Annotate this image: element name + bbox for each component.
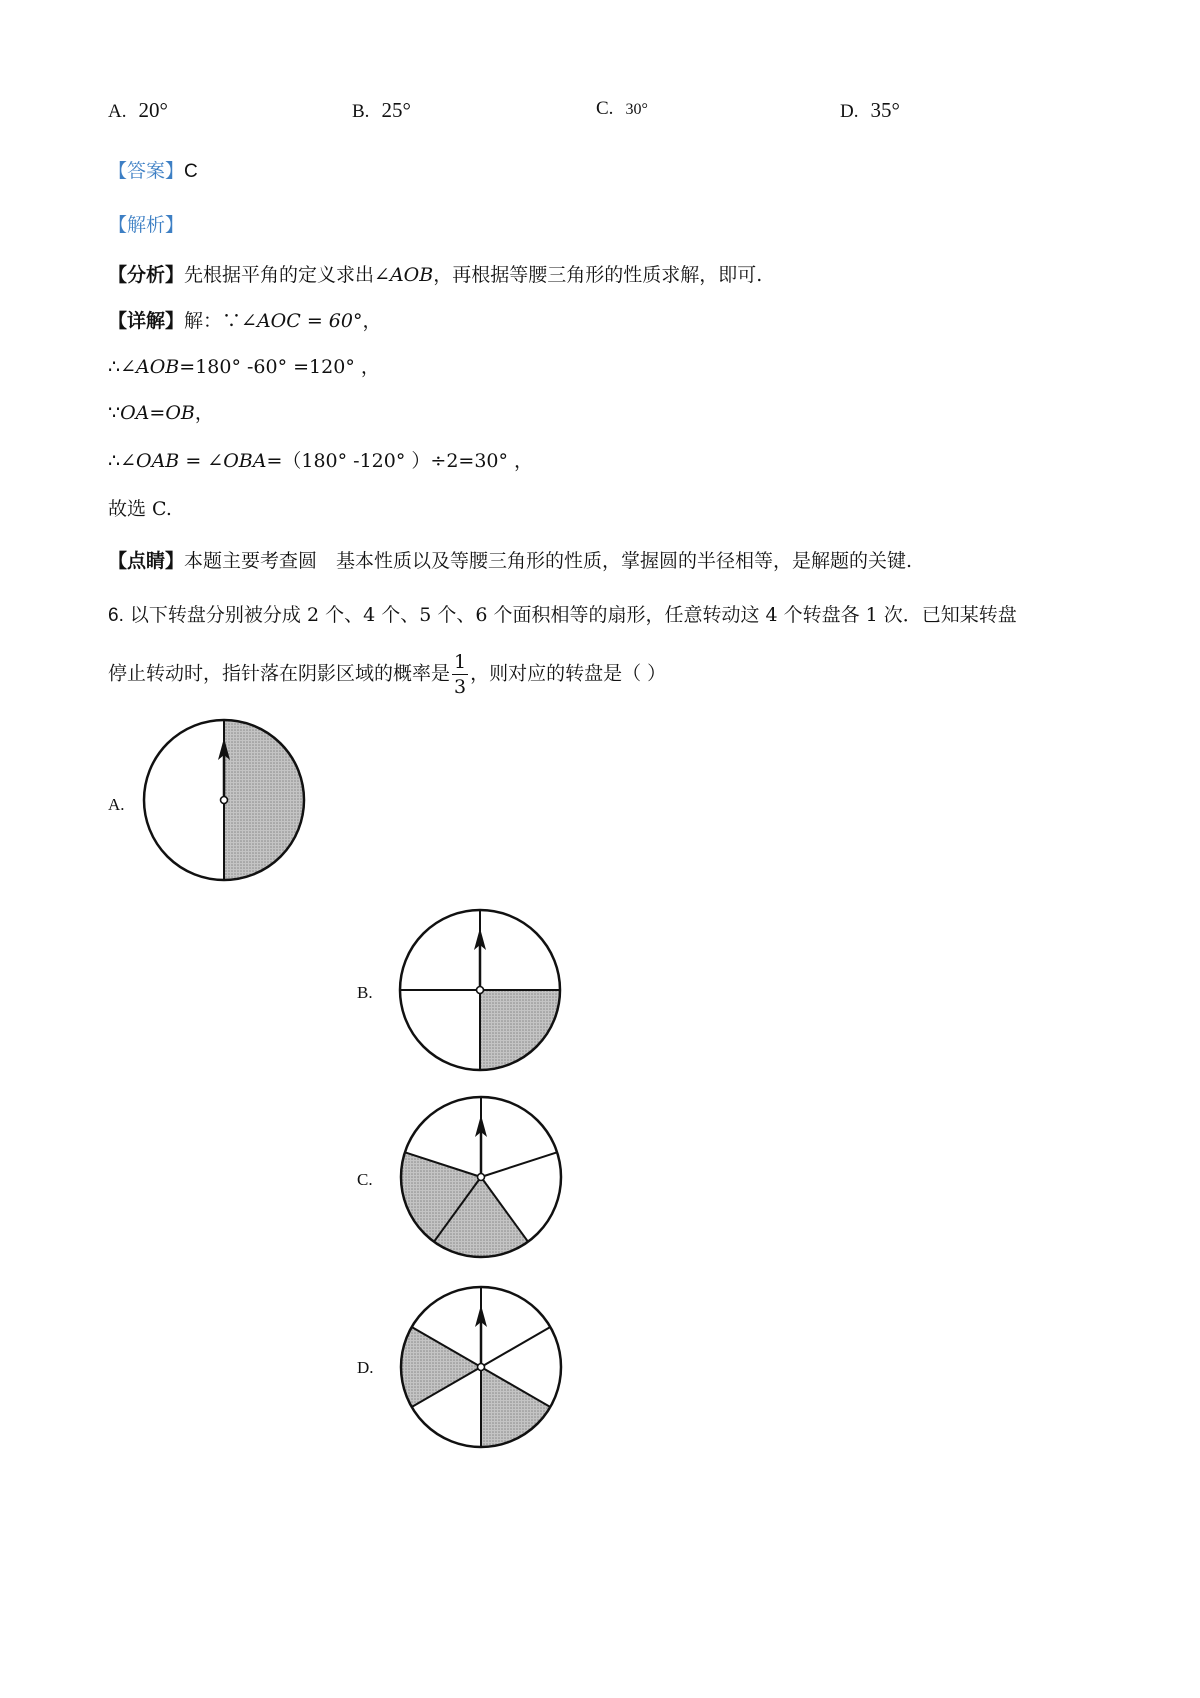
option-value: 25°: [381, 98, 411, 122]
xiangjie-text: 解：∵: [184, 310, 242, 332]
therefore-symbol: ∴: [108, 356, 121, 378]
question-number: 6.: [108, 605, 124, 626]
because-symbol: ∵: [108, 402, 121, 424]
step-1-text: =180° -60° =120° ，: [179, 356, 380, 378]
question-text-2: 停止转动时，指针落在阴影区域的概率是: [108, 662, 451, 685]
segment-ob: OB: [165, 402, 195, 424]
pointer-pivot: [477, 987, 484, 994]
therefore-symbol: ∴: [108, 450, 121, 472]
spinner-c: [401, 1097, 561, 1257]
spinner-label-a: A.: [108, 795, 125, 814]
fraction-numerator: 1: [454, 651, 467, 673]
spinner-label-b: B.: [357, 983, 373, 1002]
fenxi-tag: 【分析】: [108, 264, 185, 286]
pointer-pivot: [221, 797, 228, 804]
equals: =: [149, 402, 166, 424]
option-letter: D.: [840, 101, 859, 122]
question-text-3: ，则对应的转盘是（ ）: [470, 662, 667, 685]
step-3-text: =（180° -120° ）÷2=30° ，: [266, 450, 534, 472]
angle-aob: ∠AOB: [374, 264, 434, 286]
xiangjie-tag: 【详解】: [108, 310, 185, 332]
dianjing-tag: 【点睛】: [108, 550, 185, 572]
option-letter: A.: [108, 101, 127, 122]
dianjing-text: 本题主要考查圆 基本性质以及等腰三角形的性质，掌握圆的半径相等，是解题的关键.: [184, 550, 913, 572]
angle-oab-oba: ∠OAB = ∠OBA: [120, 450, 267, 472]
option-value: 20°: [138, 98, 168, 122]
question-text: 以下转盘分别被分成 2 个、4 个、5 个、6 个面积相等的扇形，任意转动这 4 个转盘各 1 次．已知某转盘: [129, 604, 1017, 626]
answer-value: C: [184, 161, 198, 182]
shaded-sector: [224, 720, 304, 880]
option-letter: B.: [352, 101, 370, 122]
xiangjie-text-2: ，: [362, 310, 382, 332]
fenxi-text-2: ，再根据等腰三角形的性质求解，即可.: [433, 264, 763, 286]
segment-oa: OA: [120, 402, 150, 424]
pointer-pivot: [478, 1174, 485, 1181]
analysis-tag: 【解析】: [108, 214, 185, 236]
conclusion: 故选 C.: [108, 498, 172, 520]
spinner-label-c: C.: [357, 1170, 373, 1189]
spinner-d: [401, 1287, 561, 1447]
answer-tag: 【答案】: [108, 160, 185, 182]
spinner-label-d: D.: [357, 1358, 374, 1377]
angle-aoc: ∠AOC = 60°: [241, 310, 363, 332]
option-value: 30°: [625, 101, 648, 118]
option-value: 35°: [870, 98, 900, 122]
fenxi-text: 先根据平角的定义求出: [184, 264, 375, 286]
pointer-pivot: [478, 1364, 485, 1371]
option-letter: C.: [596, 98, 614, 119]
spinner-a: [144, 720, 304, 880]
fraction-denominator: 3: [454, 676, 467, 698]
angle-aob: ∠AOB: [120, 356, 180, 378]
spinner-b: [400, 910, 560, 1070]
step-2-text: ，: [194, 402, 214, 424]
